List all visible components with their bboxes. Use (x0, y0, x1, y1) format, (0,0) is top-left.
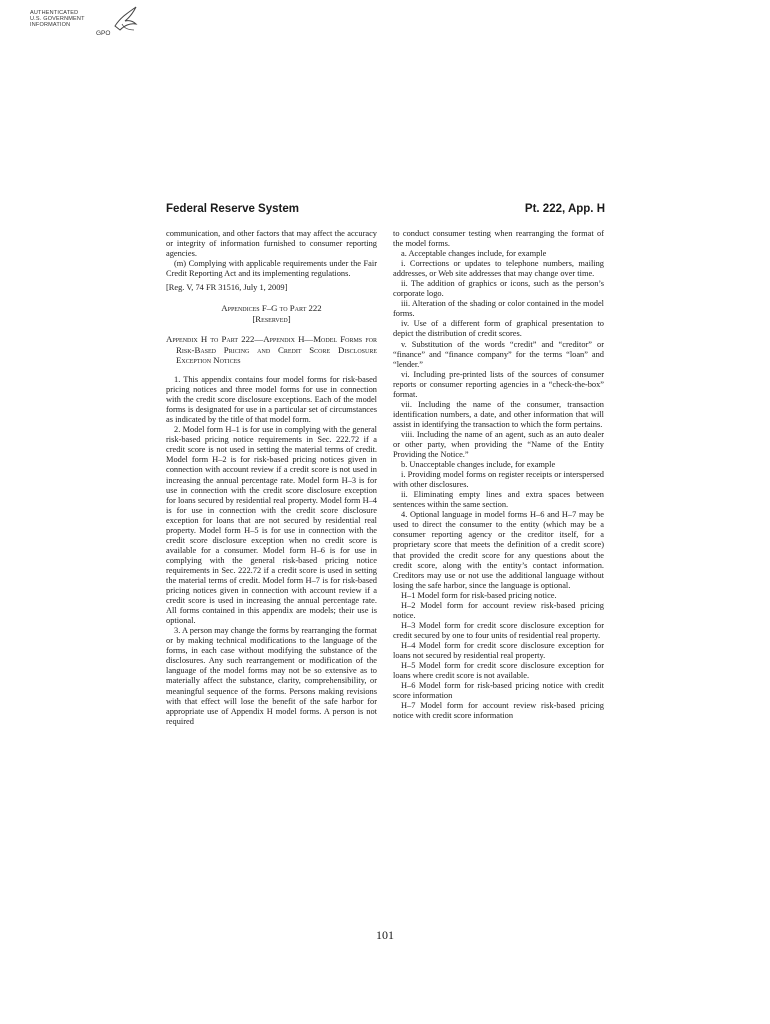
paragraph: a. Acceptable changes include, for example (401, 249, 547, 259)
model-form-entry: H–1 Model form for risk-based pricing notice. (401, 590, 557, 600)
list-item: ii. Eliminating empty lines and extra spaces between sentences within the same section. (393, 490, 604, 510)
right-column (393, 229, 604, 721)
heading-line: [Reserved] (252, 313, 291, 324)
running-head-left: Federal Reserve System (166, 203, 299, 215)
paragraph: 3. A person may change the forms by rearranging the format or by making technical modifications to the language of the forms, in each case without modifying the substance of the disclosures. Any such rearrangement or modification of the language of the model forms may not be so extensive as to materially affect the substance, clarity, comprehensibility, or meaningful sequence of the forms. Persons making revisions with that effect will lose the benefit of the safe harbor for appropriate use of Appendix H model forms. A person is not required (166, 626, 377, 726)
model-form-entry: H–2 Model form for account review risk-based pricing notice. (393, 600, 604, 620)
paragraph: to conduct consumer testing when rearranging the format of the model forms. (393, 229, 604, 249)
list-item: iv. Use of a different form of graphical presentation to depict the distribution of credit scores. (393, 319, 604, 339)
list-item: i. Corrections or updates to telephone numbers, mailing addresses, or Web site addresses that may change over time. (393, 259, 604, 279)
badge-line-1: AUTHENTICATED (30, 10, 79, 16)
running-head (166, 203, 605, 219)
list-item: v. Substitution of the words “credit” and “creditor” or “finance” and “finance company” for the terms “loan” and “lender.” (393, 339, 604, 369)
paragraph: 1. This appendix contains four model forms for risk-based pricing notices and three model forms for use in connection with the credit score disclosure exceptions. Each of the model forms is designated for use in a particular set of circumstances as indicated by the title of that model form. (166, 375, 377, 425)
paragraph: (m) Complying with applicable requirements under the Fair Credit Reporting Act and its implementing regulations. (166, 259, 377, 279)
model-form-entry: H–6 Model form for risk-based pricing notice with credit score information (393, 681, 604, 701)
model-form-entry: H–4 Model form for credit score disclosure exception for loans not secured by residential real property. (393, 640, 604, 660)
list-item: i. Providing model forms on register receipts or interspersed with other disclosures. (393, 470, 604, 490)
gpo-authentication-badge (30, 4, 142, 44)
appendices-fg-heading (166, 303, 377, 324)
model-form-entry: H–3 Model form for credit score disclosure exception for credit secured by one to four units of residential real property. (393, 620, 604, 640)
running-head-right: Pt. 222, App. H (524, 203, 605, 215)
heading-text: Appendix H to Part 222—Appendix H—Model Forms for Risk-Based Pricing and Credit Score Disclosure Exception Notices (166, 334, 377, 366)
badge-gpo: GPO (96, 30, 111, 37)
badge-line-3: INFORMATION (30, 22, 71, 28)
paragraph: 2. Model form H–1 is for use in complying with the general risk-based pricing notice requirements in Sec. 222.72 if a credit score is not used in setting the material terms of credit. Model form H–2 is for risk-based pricing notices given in connection with account review if a credit score is not used in increasing the annual percentage rate. Model form H–3 is for use in connection with the credit score disclosure exception for loans secured by residential real property. Model form H–4 is for use in connection with the credit score disclosure exception for loans that are not secured by residential real property. Model form H–5 is for use in connection with the credit score disclosure exception when no credit score is available for a consumer. Model form H–6 is for use in complying with the general risk-based pricing notice requirements in Sec. 222.72 if a credit score is used in setting the material terms of credit. Model form H–7 is for risk-based pricing notices given in connection with account review if a credit score is used in increasing the annual percentage rate. All forms contained in this appendix are models; their use is optional. (166, 425, 377, 626)
list-item: ii. The addition of graphics or icons, such as the person’s corporate logo. (393, 279, 604, 299)
page-number: 101 (376, 928, 394, 942)
eagle-icon (112, 4, 140, 34)
list-item: vi. Including pre-printed lists of the sources of consumer reports or consumer reporting agencies in a “check-the-box” format. (393, 369, 604, 399)
model-form-entry: H–7 Model form for account review risk-based pricing notice with credit score information (393, 701, 604, 721)
appendix-h-heading (166, 334, 377, 366)
badge-line-2: U.S. GOVERNMENT (30, 16, 85, 22)
citation: [Reg. V, 74 FR 31516, July 1, 2009] (166, 283, 288, 293)
model-form-entry: H–5 Model form for credit score disclosure exception for loans where credit score is not available. (393, 661, 604, 681)
paragraph: b. Unacceptable changes include, for example (401, 460, 556, 470)
paragraph: communication, and other factors that may affect the accuracy or integrity of information furnished to consumer reporting agencies. (166, 229, 377, 259)
list-item: viii. Including the name of an agent, such as an auto dealer or other party, when providing the “Name of the Entity Providing the Notice.” (393, 429, 604, 460)
paragraph: 4. Optional language in model forms H–6 and H–7 may be used to direct the consumer to the entity (which may be a consumer reporting agency or the creditor itself, for a proprietary score that meets the definition of a credit score) that provided the credit score for any questions about the credit score, along with the entity’s contact information. Creditors may use or not use the additional language without losing the safe harbor, since the language is optional. (393, 510, 604, 590)
heading-line: Appendices F–G to Part 222 (221, 303, 322, 314)
list-item: vii. Including the name of the consumer, transaction identification numbers, a date, and other information that will assist in identifying the transaction to which the form pertains. (393, 399, 604, 429)
list-item: iii. Alteration of the shading or color contained in the model forms. (393, 299, 604, 319)
left-column (166, 229, 377, 727)
